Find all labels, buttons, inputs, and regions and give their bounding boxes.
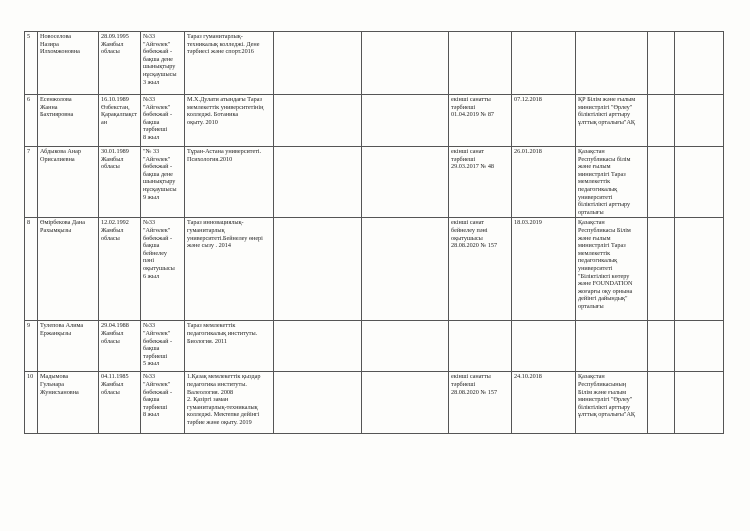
workplace: "№ 33 "Айгөлек" бөбекжай - бақша дене шынықтыру нұсқаушысы 9 жыл <box>141 147 185 218</box>
empty-cell <box>274 147 362 218</box>
education: Тараз гуманитарлық- техникалық колледжі. Дене тәрбиесі және спорт.2016 <box>185 32 274 95</box>
empty-cell <box>274 321 362 372</box>
empty-cell <box>675 321 724 372</box>
qualification-category: екінші санат бейнелеу пәні оқытушысы 28.08.2020 № 157 <box>449 218 512 321</box>
employee-name: Мадымова Гульнара Жунисхановна <box>38 372 99 434</box>
row-number: 9 <box>25 321 38 372</box>
empty-cell <box>648 321 675 372</box>
course-date: 07.12.2018 <box>512 95 576 147</box>
empty-cell <box>675 32 724 95</box>
course-date <box>512 321 576 372</box>
employee-name: Абдыкова Анар Орисалиевна <box>38 147 99 218</box>
course-date: 24.10.2018 <box>512 372 576 434</box>
employee-name: Өмірбекова Дана Рахымқызы <box>38 218 99 321</box>
table-row <box>25 321 724 372</box>
empty-cell <box>362 218 449 321</box>
birth-info: 04.11.1985 Жамбыл обласы <box>99 372 141 434</box>
row-number: 7 <box>25 147 38 218</box>
empty-cell <box>274 32 362 95</box>
empty-cell <box>274 218 362 321</box>
education: М.Х.Дулати атындағы Тараз мемлекеттік университетінің колледжі. Ботаника оқыту. 2010 <box>185 95 274 147</box>
empty-cell <box>675 218 724 321</box>
row-number: 5 <box>25 32 38 95</box>
course-place: Қазақстан Республикасының Білім және ғылым министрлігі "Өрлеу" біліктілікті арттыру ұлттық орталығы"АҚ <box>576 372 648 434</box>
qualification-category: екінші санатты тәрбиеші 28.08.2020 № 157 <box>449 372 512 434</box>
table-row <box>25 372 724 434</box>
empty-cell <box>675 147 724 218</box>
course-place: Қазақстан Республикасы білім және ғылым министрлігі Тараз мемлекеттік педагогикалық университеті біліктілікті арттыру орталығы <box>576 147 648 218</box>
staff-table <box>24 31 724 434</box>
empty-cell <box>274 95 362 147</box>
row-number: 10 <box>25 372 38 434</box>
education: Тараз инновациялық- гуманитарлық университеті.Бейнелеу өнері және сызу . 2014 <box>185 218 274 321</box>
empty-cell <box>648 372 675 434</box>
education: Тұран-Астана университеті. Психология.2010 <box>185 147 274 218</box>
qualification-category: екінші санат тәрбиеші 29.03.2017 № 48 <box>449 147 512 218</box>
employee-name: Новоселова Назира Илхомжоновна <box>38 32 99 95</box>
course-date <box>512 32 576 95</box>
course-place <box>576 32 648 95</box>
table-row <box>25 32 724 95</box>
education: 1.Қазақ мемлекеттік қыздар педагогика институты. Валеология. 2008 2. Қазіргі заман гуманитарлық-техникалық колледжі. Мектепке дейінгі тәрбие және оқыту. 2019 <box>185 372 274 434</box>
empty-cell <box>648 32 675 95</box>
workplace: №33 "Айгөлек" бөбекжай - бақша дене шынықтыру нұсқаушысы 3 жыл <box>141 32 185 95</box>
course-place: ҚР Білім және ғылым министрлігі "Өрлеу" біліктілікті арттыру ұлттық орталығы"АҚ <box>576 95 648 147</box>
qualification-category <box>449 32 512 95</box>
education: Тараз мемлекеттік педагогикалық институты. Биология. 2011 <box>185 321 274 372</box>
empty-cell <box>362 95 449 147</box>
employee-name: Есенжолова Жанна Бахтияровна <box>38 95 99 147</box>
course-date: 26.01.2018 <box>512 147 576 218</box>
empty-cell <box>648 147 675 218</box>
birth-info: 16.10.1989 Өзбекстан, Қарақалпақст ан <box>99 95 141 147</box>
qualification-category <box>449 321 512 372</box>
birth-info: 29.04.1988 Жамбыл обласы <box>99 321 141 372</box>
row-number: 6 <box>25 95 38 147</box>
empty-cell <box>648 218 675 321</box>
empty-cell <box>675 95 724 147</box>
table-row <box>25 95 724 147</box>
workplace: №33 "Айгөлек" бөбекжай - бақша тәрбиеші 8 жыл <box>141 372 185 434</box>
workplace: №33 "Айгөлек" бөбекжай - бақша тәрбиеші 8 жыл <box>141 95 185 147</box>
empty-cell <box>362 321 449 372</box>
course-place <box>576 321 648 372</box>
course-place: Қазақстан Республикасы Білім және ғылым министрлігі Тараз мемлекеттік педагогикалық университеті "Біліктілікті көтеру және FOUNDATION жоғарғы оқу орнына дейінгі дайындық" орталығы <box>576 218 648 321</box>
workplace: №33 "Айгөлек" бөбекжай - бақша тәрбиеші 5 жыл <box>141 321 185 372</box>
table-row <box>25 147 724 218</box>
workplace: №33 "Айгөлек" бөбекжай - бақша бейнелеу пәні оқытушысы 6 жыл <box>141 218 185 321</box>
employee-name: Тулепова Алима Ержанқызы <box>38 321 99 372</box>
birth-info: 30.01.1989 Жамбыл обласы <box>99 147 141 218</box>
empty-cell <box>274 372 362 434</box>
empty-cell <box>675 372 724 434</box>
empty-cell <box>362 147 449 218</box>
course-date: 18.03.2019 <box>512 218 576 321</box>
table-row <box>25 218 724 321</box>
empty-cell <box>362 372 449 434</box>
qualification-category: екінші санатты тәрбиеші 01.04.2019 № 87 <box>449 95 512 147</box>
birth-info: 12.02.1992 Жамбыл обласы <box>99 218 141 321</box>
birth-info: 28.09.1995 Жамбыл обласы <box>99 32 141 95</box>
empty-cell <box>362 32 449 95</box>
row-number: 8 <box>25 218 38 321</box>
empty-cell <box>648 95 675 147</box>
